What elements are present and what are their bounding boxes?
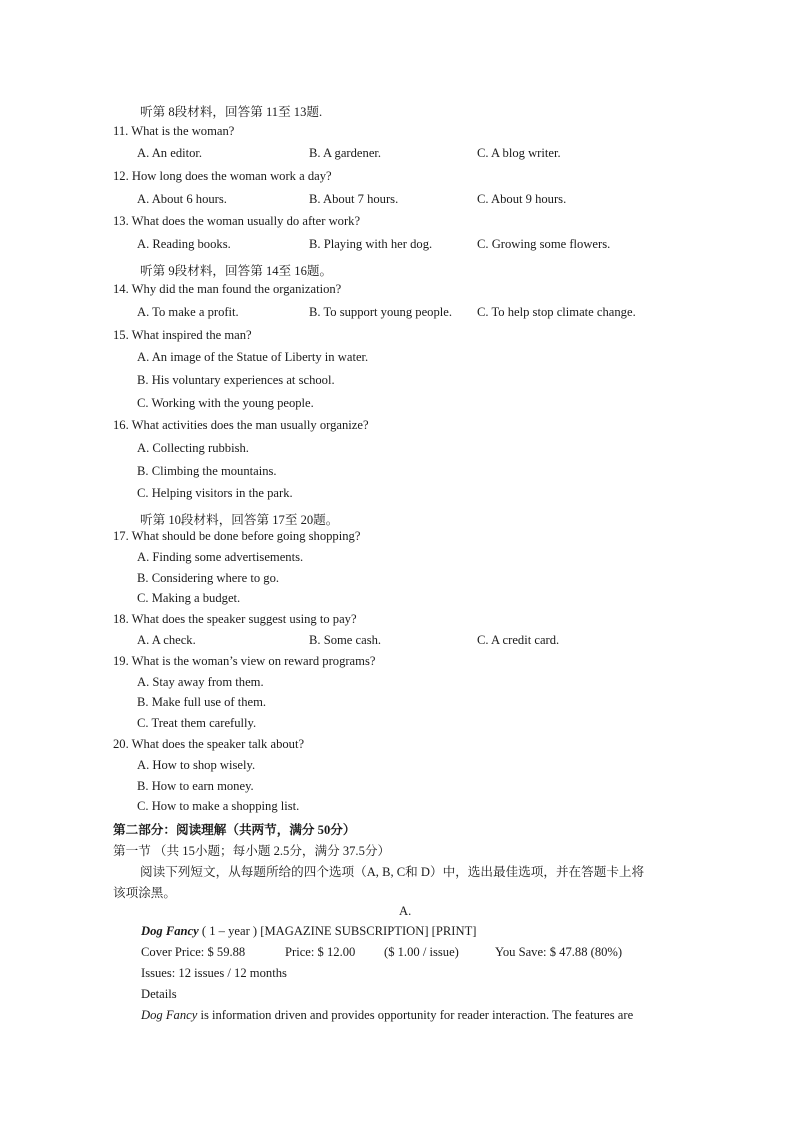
section-header: 听第 9段材料，回答第 14至 16题。	[140, 264, 333, 278]
passage-text: Dog Fancy is information driven and provides opportunity for reader interaction. The features are	[141, 1008, 634, 1022]
option-11-b: B. A gardener.	[309, 146, 382, 160]
option-13-c: C. Growing some flowers.	[477, 237, 611, 251]
option-19-a: A. Stay away from them.	[137, 675, 264, 689]
question-19: 19. What is the woman’s view on reward programs?	[113, 654, 376, 668]
option-17-b: B. Considering where to go.	[137, 571, 280, 585]
option-16-c: C. Helping visitors in the park.	[137, 486, 293, 500]
option-20-a: A. How to shop wisely.	[137, 758, 256, 772]
question-15: 15. What inspired the man?	[113, 328, 252, 342]
option-18-c: C. A credit card.	[477, 633, 560, 647]
option-20-c: C. How to make a shopping list.	[137, 799, 300, 813]
option-16-b: B. Climbing the mountains.	[137, 464, 277, 478]
question-17: 17. What should be done before going shopping?	[113, 529, 361, 543]
option-15-c: C. Working with the young people.	[137, 396, 314, 410]
per-issue-price: ($ 1.00 / issue)	[384, 945, 459, 959]
part-title: 第二部分：阅读理解（共两节，满分 50分）	[113, 823, 356, 837]
option-15-b: B. His voluntary experiences at school.	[137, 373, 335, 387]
option-18-b: B. Some cash.	[309, 633, 382, 647]
option-13-b: B. Playing with her dog.	[309, 237, 433, 251]
option-14-c: C. To help stop climate change.	[477, 305, 636, 319]
section-header: 听第 10段材料，回答第 17至 20题。	[140, 513, 339, 527]
option-14-b: B. To support young people.	[309, 305, 453, 319]
price: Price: $ 12.00	[285, 945, 356, 959]
question-20: 20. What does the speaker talk about?	[113, 737, 305, 751]
section-title: 第一节 （共 15小题；每小题 2.5分，满分 37.5分）	[113, 844, 391, 858]
option-11-a: A. An editor.	[137, 146, 203, 160]
question-14: 14. Why did the man found the organization?	[113, 282, 342, 296]
option-17-a: A. Finding some advertisements.	[137, 550, 304, 564]
product-title: Dog Fancy ( 1 – year ) [MAGAZINE SUBSCRIPTION] [PRINT]	[141, 924, 477, 938]
option-19-c: C. Treat them carefully.	[137, 716, 257, 730]
option-11-c: C. A blog writer.	[477, 146, 561, 160]
option-20-b: B. How to earn money.	[137, 779, 254, 793]
details-heading: Details	[141, 987, 177, 1001]
option-18-a: A. A check.	[137, 633, 196, 647]
question-13: 13. What does the woman usually do after work?	[113, 214, 361, 228]
instruction-line-1: 阅读下列短文，从每题所给的四个选项（A, B, C和 D）中，选出最佳选项，并在答题卡上将	[140, 865, 645, 879]
option-13-a: A. Reading books.	[137, 237, 231, 251]
option-12-c: C. About 9 hours.	[477, 192, 567, 206]
option-12-b: B. About 7 hours.	[309, 192, 399, 206]
question-12: 12. How long does the woman work a day?	[113, 169, 332, 183]
issues-info: Issues: 12 issues / 12 months	[141, 966, 287, 980]
option-16-a: A. Collecting rubbish.	[137, 441, 249, 455]
instruction-line-2: 该项涂黑。	[113, 886, 176, 900]
option-14-a: A. To make a profit.	[137, 305, 239, 319]
option-15-a: A. An image of the Statue of Liberty in water.	[137, 350, 369, 364]
cover-price: Cover Price: $ 59.88	[141, 945, 246, 959]
section-header: 听第 8段材料，回答第 11至 13题.	[140, 105, 323, 119]
option-17-c: C. Making a budget.	[137, 591, 241, 605]
you-save: You Save: $ 47.88 (80%)	[495, 945, 623, 959]
option-19-b: B. Make full use of them.	[137, 695, 267, 709]
question-11: 11. What is the woman?	[113, 124, 235, 138]
option-12-a: A. About 6 hours.	[137, 192, 227, 206]
question-16: 16. What activities does the man usually organize?	[113, 418, 369, 432]
question-18: 18. What does the speaker suggest using to pay?	[113, 612, 357, 626]
passage-label: A.	[399, 904, 412, 918]
